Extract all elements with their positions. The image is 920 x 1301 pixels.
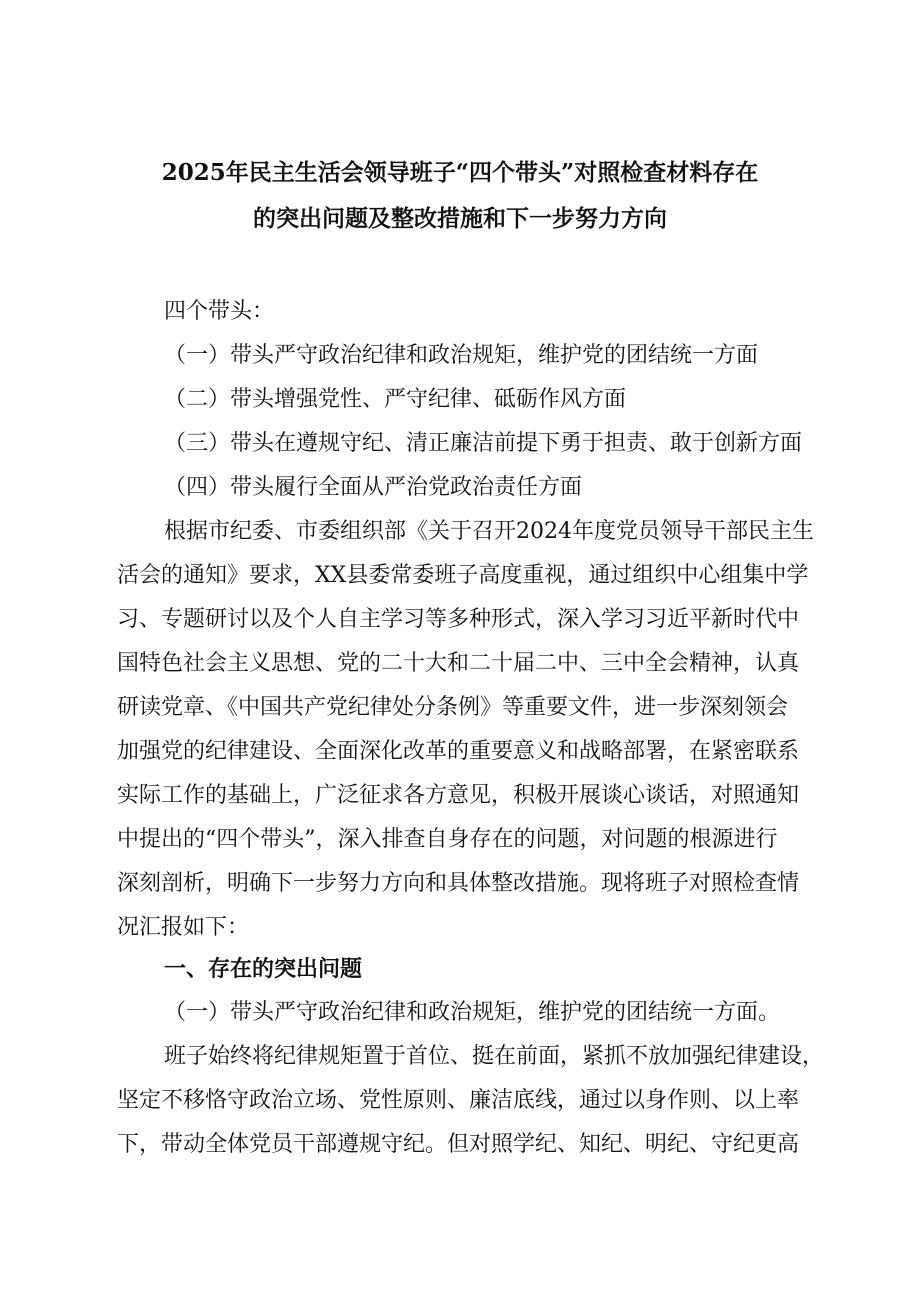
paragraph-line: 实际工作的基础上，广泛征求各方意见，积极开展谈心谈话，对照通知 <box>117 783 800 808</box>
four-leads-item-1: （一）带头严守政治纪律和政治规矩，维护党的团结统一方面 <box>164 343 759 368</box>
paragraph-line: 班子始终将纪律规矩置于首位、挺在前面，紧抓不放加强纪律建设， <box>164 1044 825 1069</box>
paragraph-line: 况汇报如下： <box>117 915 250 940</box>
section-heading-1: 一、存在的突出问题 <box>164 956 363 982</box>
paragraph-line: 下，带动全体党员干部遵规守纪。但对照学纪、知纪、明纪、守纪更高 <box>117 1132 800 1157</box>
paragraph-line: 活会的通知》要求，XX县委常委班子高度重视，通过组织中心组集中学 <box>117 563 809 588</box>
paragraph-line: 中提出的“四个带头”，深入排查自身存在的问题，对问题的根源进行 <box>117 827 778 852</box>
paragraph-line: 根据市纪委、市委组织部《关于召开2024年度党员领导干部民主生 <box>164 519 814 544</box>
four-leads-item-4: （四）带头履行全面从严治党政治责任方面 <box>164 475 583 500</box>
paragraph-line: 加强党的纪律建设、全面深化改革的重要意义和战略部署，在紧密联系 <box>117 739 800 764</box>
document-title-line-1: 2025年民主生活会领导班子“四个带头”对照检查材料存在 <box>161 159 759 186</box>
four-leads-item-3: （三）带头在遵规守纪、清正廉洁前提下勇于担责、敢于创新方面 <box>164 431 803 456</box>
paragraph-line: 习、专题研讨以及个人自主学习等多种形式，深入学习习近平新时代中 <box>117 607 800 632</box>
paragraph-line: 国特色社会主义思想、党的二十大和二十届二中、三中全会精神，认真 <box>117 651 800 676</box>
paragraph-line: 坚定不移恪守政治立场、党性原则、廉洁底线，通过以身作则、以上率 <box>117 1088 800 1113</box>
paragraph-line: 深刻剖析，明确下一步努力方向和具体整改措施。现将班子对照检查情 <box>117 871 800 896</box>
paragraph-line: 研读党章、《中国共产党纪律处分条例》等重要文件，进一步深刻领会 <box>117 695 789 720</box>
document-title-line-2: 的突出问题及整改措施和下一步努力方向 <box>253 205 667 232</box>
four-leads-item-2: （二）带头增强党性、严守纪律、砥砺作风方面 <box>164 387 627 412</box>
subsection-heading-1: （一）带头严守政治纪律和政治规矩，维护党的团结统一方面。 <box>164 1000 781 1025</box>
four-leads-label: 四个带头： <box>164 299 275 324</box>
